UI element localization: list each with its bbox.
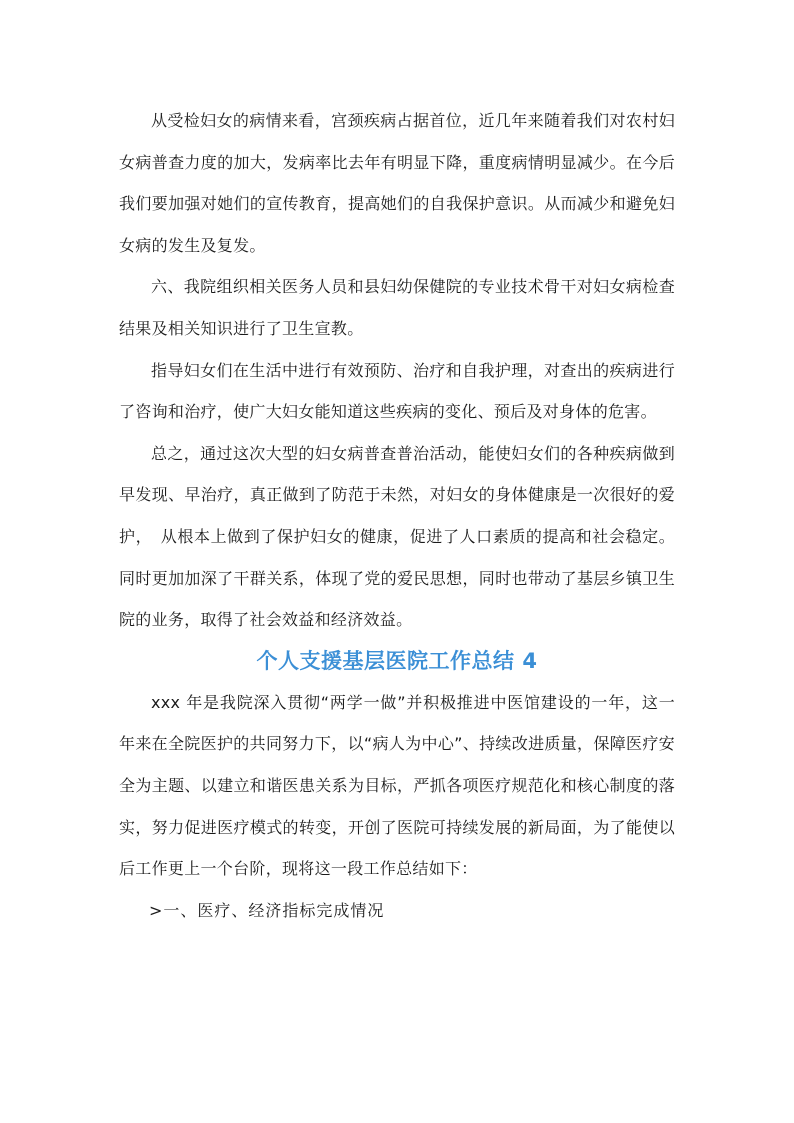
paragraph-guidance: 指导妇女们在生活中进行有效预防、治疗和自我护理，对查出的疾病进行了咨询和治疗，使广大妇女能知道这些疾病的变化、预后及对身体的危害。 xyxy=(119,360,675,422)
paragraph-disease-findings: 从受检妇女的病情来看，宫颈疾病占据首位，近几年来随着我们对农村妇女病普查力度的加大，发病率比去年有明显下降，重度病情明显减少。在今后我们要加强对她们的宣传教育，提高她们的自我保护意识。从而减少和避免妇女病的发生及复发。 xyxy=(119,111,675,255)
paragraph-annual-overview: xxx 年是我院深入贯彻“两学一做”并积极推进中医馆建设的一年，这一年来在全院医护的共同努力下，以“病人为中心”、持续改进质量，保障医疗安全为主题、以建立和谐医患关系为目标，严抓各项医疗规范化和核心制度的落实，努力促进医疗模式的转变，开创了医院可持续发展的新局面，为了能使以后工作更上一个台阶，现将这一段工作总结如下： xyxy=(119,692,675,879)
paragraph-conclusion: 总之，通过这次大型的妇女病普查普治活动，能使妇女们的各种疾病做到早发现、早治疗，真正做到了防范于未然，对妇女的身体健康是一次很好的爱护， 从根本上做到了保护妇女的健康，促进了人口素质的提高和社会稳定。同时更加加深了干群关系，体现了党的爱民思想，同时也带动了基层乡镇卫生院的业务，取得了社会效益和经济效益。 xyxy=(119,443,675,630)
sub-item-medical-economic-indicators: >一、医疗、经济指标完成情况 xyxy=(149,900,385,920)
document-body xyxy=(119,100,675,931)
paragraph-health-education: 六、我院组织相关医务人员和县妇幼保健院的专业技术骨干对妇女病检查结果及相关知识进行了卫生宣教。 xyxy=(119,277,675,338)
section-heading: 个人支援基层医院工作总结 4 xyxy=(256,648,538,673)
